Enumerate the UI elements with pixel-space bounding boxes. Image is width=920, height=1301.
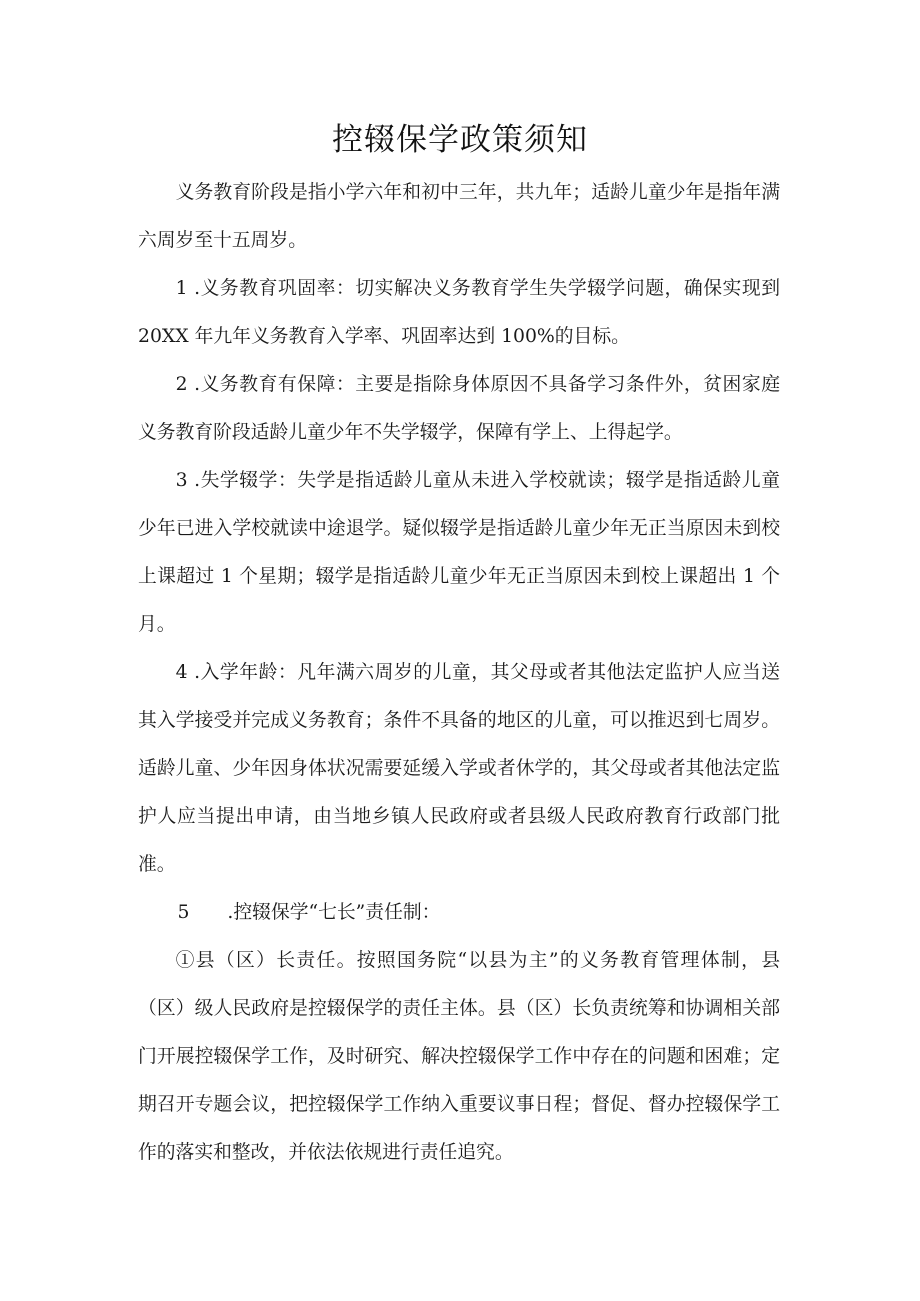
paragraph-item-2: 2 .义务教育有保障：主要是指除身体原因不具备学习条件外，贫困家庭义务教育阶段适龄儿童少年不失学辍学，保障有学上、上得起学。 — [138, 374, 780, 443]
paragraph-item-1: 1 .义务教育巩固率：切实解决义务教育学生失学辍学问题，确保实现到 20XX 年九年义务教育入学率、巩固率达到 100%的目标。 — [138, 278, 780, 347]
document-body — [138, 169, 780, 1177]
paragraph-item-4: 4 .入学年龄：凡年满六周岁的儿童，其父母或者其他法定监护人应当送其入学接受并完成义务教育；条件不具备的地区的儿童，可以推迟到七周岁。适龄儿童、少年因身体状况需要延缓入学或者休学的，其父母或者其他法定监护人应当提出申请，由当地乡镇人民政府或者县级人民政府教育行政部门批准。 — [138, 662, 780, 875]
paragraph-item-3: 3 .失学辍学：失学是指适龄儿童从未进入学校就读；辍学是指适龄儿童少年已进入学校就读中途退学。疑似辍学是指适龄儿童少年无正当原因未到校上课超过 1 个星期；辍学是指适龄儿童少年无正当原因未到校上课超出 1 个月。 — [138, 470, 780, 635]
paragraph-item-5 — [138, 889, 780, 937]
item-5-text: .控辍保学“七长”责任制： — [227, 902, 441, 923]
item-5-number: 5 — [177, 902, 190, 923]
paragraph-county-responsibility: ①县（区）长责任。按照国务院“以县为主”的义务教育管理体制，县（区）级人民政府是控辍保学的责任主体。县（区）长负责统筹和协调相关部门开展控辍保学工作，及时研究、解决控辍保学工作中存在的问题和困难；定期召开专题会议，把控辍保学工作纳入重要议事日程；督促、督办控辍保学工作的落实和整改，并依法依规进行责任追究。 — [138, 950, 780, 1163]
document-title: 控辍保学政策须知 — [332, 122, 588, 158]
paragraph-intro: 义务教育阶段是指小学六年和初中三年，共九年；适龄儿童少年是指年满六周岁至十五周岁。 — [138, 182, 780, 251]
